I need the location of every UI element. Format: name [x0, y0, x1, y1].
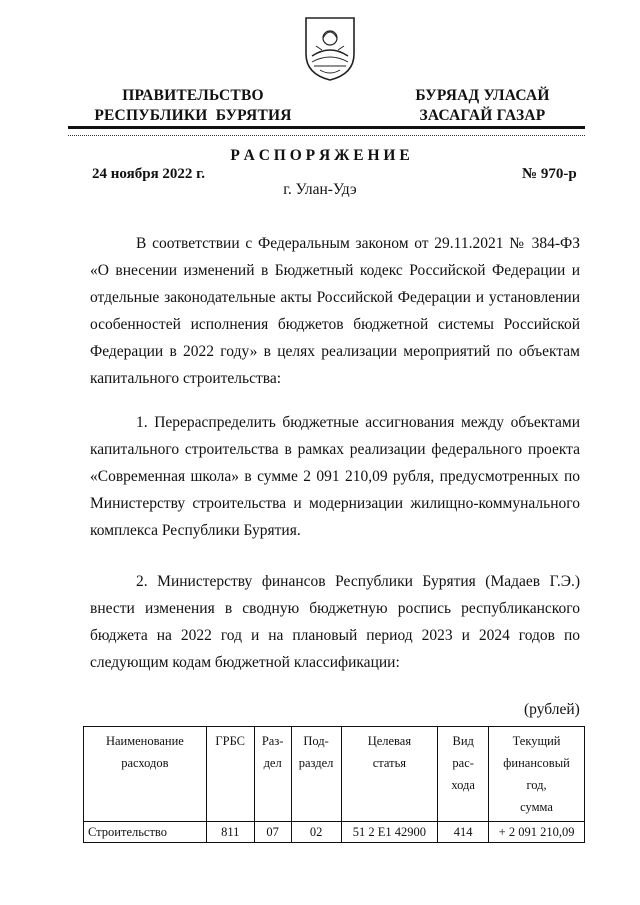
paragraph-2: [90, 568, 580, 676]
intro-text: В соответствии с Федеральным законом от 29.11.2021 № 384-ФЗ «О внесении изменений в Бюджетный кодекс Российской Федерации и отдельные законодательные акты Российской Федерации и установлении особенностей исполнения бюджетов бюджетной системы Российской Федерации в 2022 году» в целях реализации мероприятий по объектам капитального строительства:: [90, 235, 580, 387]
table-header-row: [84, 727, 585, 822]
header-cell: Раз- дел: [254, 727, 291, 822]
document-city: г. Улан-Удэ: [283, 181, 357, 198]
table-cell: + 2 091 210,09: [489, 822, 585, 843]
budget-table: [83, 726, 585, 843]
document-number: № 970-р: [522, 166, 577, 182]
gov-name-bua-line1: БУРЯАД УЛАСАЙ: [415, 87, 550, 104]
header-cell: Текущий финансовый год, сумма: [489, 727, 585, 822]
table-cell: 51 2 Е1 42900: [341, 822, 438, 843]
table-cell: 02: [291, 822, 341, 843]
paragraph-1: [90, 409, 580, 544]
paragraph-1-text: 1. Перераспределить бюджетные ассигнования между объектами капитального строительства в рамках реализации федерального проекта «Современная школа» в сумме 2 091 210,09 рубля, предусмотренных по Министерству строительства и модернизации жилищно-коммунального комплекса Республики Бурятия.: [90, 414, 580, 539]
header-cell: Наименование расходов: [84, 727, 207, 822]
header-divider-dotted: [68, 135, 585, 136]
header-cell: Целевая статья: [341, 727, 438, 822]
coat-of-arms-icon: [300, 16, 360, 82]
currency-unit: (рублей): [524, 701, 580, 718]
table-cell: Строительство: [84, 822, 207, 843]
gov-name-ru-line1: ПРАВИТЕЛЬСТВО: [122, 87, 264, 104]
gov-name-bua-line2: ЗАСАГАЙ ГАЗАР: [419, 107, 546, 124]
table-cell: 07: [254, 822, 291, 843]
gov-name-ru: [88, 86, 298, 126]
document-title: Р А С П О Р Я Ж Е Н И Е: [230, 147, 410, 164]
paragraph-2-text: 2. Министерству финансов Республики Бурятия (Мадаев Г.Э.) внести изменения в сводную бюджетную роспись республиканского бюджета на 2022 год и на плановый период 2023 и 2024 годов по следующим кодам бюджетной классификации:: [90, 573, 580, 671]
header-cell: Вид рас- хода: [438, 727, 489, 822]
header-cell: Под- раздел: [291, 727, 341, 822]
header-divider: [68, 126, 585, 129]
table-row: [84, 822, 585, 843]
table-cell: 414: [438, 822, 489, 843]
gov-name-bua: [395, 86, 570, 126]
intro-paragraph: [90, 230, 580, 392]
document-date: 24 ноября 2022 г.: [92, 166, 206, 182]
gov-name-ru-line2: РЕСПУБЛИКИ БУРЯТИЯ: [94, 107, 292, 124]
header-cell: ГРБС: [206, 727, 254, 822]
table-cell: 811: [206, 822, 254, 843]
